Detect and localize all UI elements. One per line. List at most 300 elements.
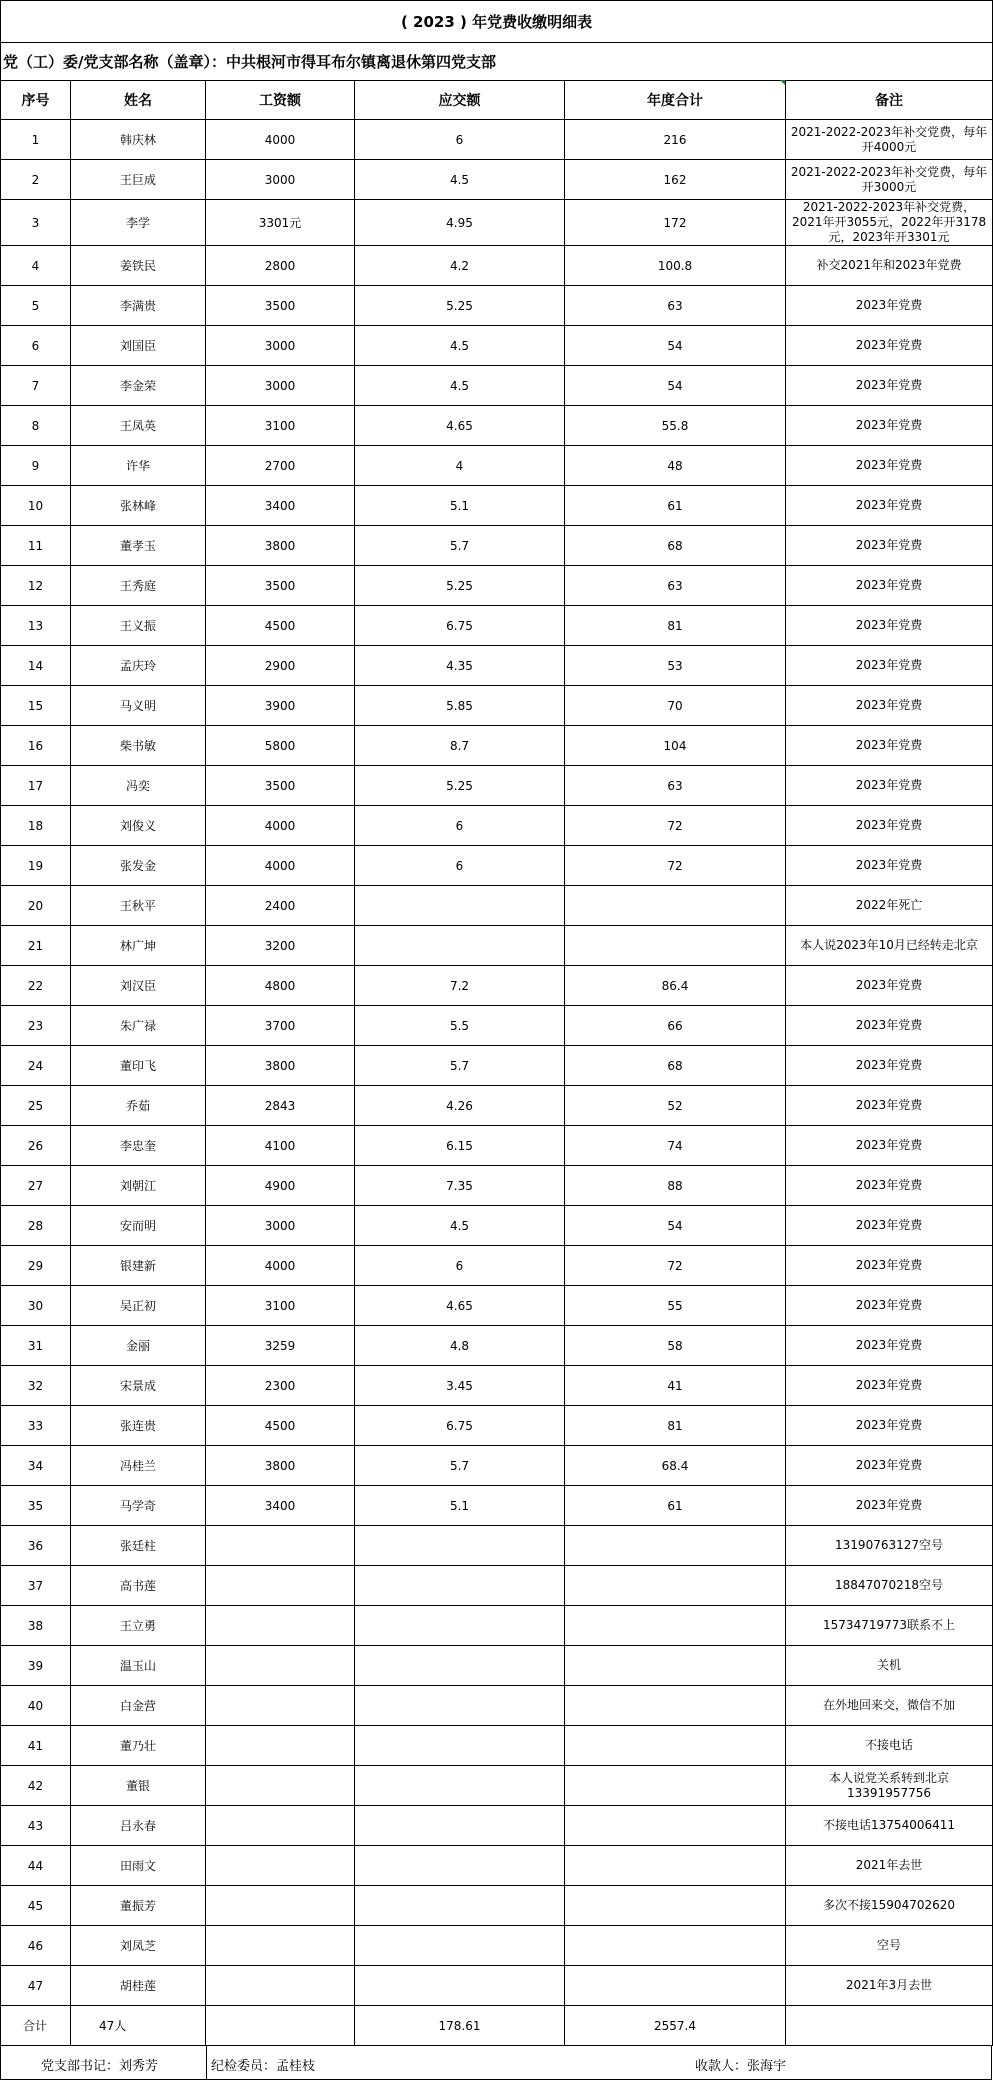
col-header-note: 备注 [786,81,993,120]
cell-note: 2023年党费 [786,846,993,886]
col-header-name: 姓名 [71,81,206,120]
cell-salary: 3000 [206,1206,355,1246]
cell-salary [206,1766,355,1806]
cell-annual: 72 [565,846,786,886]
cell-note: 2023年党费 [786,526,993,566]
cell-note: 2023年党费 [786,566,993,606]
cell-note: 2023年党费 [786,1406,993,1446]
cell-annual: 58 [565,1326,786,1366]
cell-no: 36 [1,1526,71,1566]
cell-salary: 4000 [206,1246,355,1286]
cell-due: 5.7 [355,526,565,566]
table-row [1,1286,993,1326]
signature-row [0,2046,992,2080]
table-row [1,526,993,566]
cell-note: 2023年党费 [786,1486,993,1526]
cell-due: 4.65 [355,406,565,446]
cell-annual: 81 [565,606,786,646]
cell-due: 4 [355,446,565,486]
cell-salary: 4000 [206,846,355,886]
cell-note: 2023年党费 [786,1086,993,1126]
cell-note: 2023年党费 [786,446,993,486]
cell-due: 6.75 [355,1406,565,1446]
cell-note: 2023年党费 [786,366,993,406]
cell-due: 5.1 [355,1486,565,1526]
cell-annual: 54 [565,1206,786,1246]
cell-salary [206,1566,355,1606]
cell-due [355,1526,565,1566]
cell-no: 44 [1,1846,71,1886]
total-due: 178.61 [355,2006,565,2046]
table-row [1,606,993,646]
table-row [1,1686,993,1726]
cell-due [355,1806,565,1846]
cell-salary: 2700 [206,446,355,486]
cell-note: 2023年党费 [786,486,993,526]
cell-no: 43 [1,1806,71,1846]
cell-annual: 74 [565,1126,786,1166]
cell-no: 37 [1,1566,71,1606]
secretary-signature: 党支部书记：刘秀芳 [41,2059,159,2074]
cell-name: 张发金 [71,846,206,886]
cell-salary: 2800 [206,246,355,286]
cell-salary: 3000 [206,366,355,406]
total-label: 合计 [1,2006,71,2046]
cell-name: 高书莲 [71,1566,206,1606]
table-row [1,246,993,286]
cell-salary: 3800 [206,526,355,566]
cell-no: 31 [1,1326,71,1366]
cell-due: 5.85 [355,686,565,726]
table-row [1,1166,993,1206]
cell-note: 2023年党费 [786,1126,993,1166]
table-row [1,1606,993,1646]
table-row [1,1846,993,1886]
cell-annual: 66 [565,1006,786,1046]
cell-annual: 68.4 [565,1446,786,1486]
cell-no: 27 [1,1166,71,1206]
cell-annual: 72 [565,806,786,846]
cell-name: 董银 [71,1766,206,1806]
cell-annual: 55 [565,1286,786,1326]
table-row [1,1566,993,1606]
cell-due [355,926,565,966]
table-row [1,966,993,1006]
cell-note: 2021年3月去世 [786,1966,993,2006]
cell-due: 5.25 [355,286,565,326]
cell-due [355,1926,565,1966]
cell-name: 董印飞 [71,1046,206,1086]
cell-annual: 63 [565,566,786,606]
header-row [1,81,993,120]
cell-annual: 88 [565,1166,786,1206]
cell-due [355,1726,565,1766]
cell-salary: 4100 [206,1126,355,1166]
table-row [1,1086,993,1126]
cell-note: 空号 [786,1926,993,1966]
cell-salary: 3500 [206,286,355,326]
cell-note: 2023年党费 [786,686,993,726]
cell-no: 21 [1,926,71,966]
cell-no: 22 [1,966,71,1006]
cell-annual: 63 [565,766,786,806]
cell-due: 4.35 [355,646,565,686]
total-row [1,2006,993,2046]
cell-annual: 216 [565,120,786,160]
cell-salary [206,1806,355,1846]
cell-salary: 4000 [206,120,355,160]
cell-name: 刘俊义 [71,806,206,846]
cell-salary: 3100 [206,406,355,446]
cell-note: 2021-2022-2023年补交党费，每年开3000元 [786,160,993,200]
cell-no: 34 [1,1446,71,1486]
table-row [1,1486,993,1526]
cell-note: 2023年党费 [786,1326,993,1366]
cell-annual: 54 [565,366,786,406]
cell-annual: 172 [565,200,786,246]
table-row [1,120,993,160]
cell-name: 许华 [71,446,206,486]
cell-annual: 54 [565,326,786,366]
cell-salary: 3500 [206,566,355,606]
cell-annual [565,1726,786,1766]
table-row [1,766,993,806]
cell-due: 5.25 [355,766,565,806]
cell-salary: 2900 [206,646,355,686]
table-row [1,846,993,886]
table-row [1,566,993,606]
table-row [1,1046,993,1086]
table-row [1,1406,993,1446]
cell-note: 2021年去世 [786,1846,993,1886]
table-row [1,1886,993,1926]
cell-name: 董振芳 [71,1886,206,1926]
cell-salary [206,1606,355,1646]
cell-no: 29 [1,1246,71,1286]
cell-note: 2021-2022-2023年补交党费，每年开4000元 [786,120,993,160]
cell-name: 李忠奎 [71,1126,206,1166]
table-row [1,726,993,766]
cell-salary [206,1726,355,1766]
cell-due: 6 [355,120,565,160]
cell-no: 32 [1,1366,71,1406]
cell-annual [565,1886,786,1926]
table-row [1,486,993,526]
cell-annual [565,1966,786,2006]
cell-name: 王秋平 [71,886,206,926]
cell-name: 乔茹 [71,1086,206,1126]
cell-salary: 3301元 [206,200,355,246]
cell-no: 23 [1,1006,71,1046]
cell-due [355,1686,565,1726]
cell-name: 马学奇 [71,1486,206,1526]
table-row [1,1966,993,2006]
cell-no: 8 [1,406,71,446]
cell-name: 安而明 [71,1206,206,1246]
cell-annual: 68 [565,526,786,566]
cell-due: 5.1 [355,486,565,526]
sheet-title: ( 2023 ) 年党费收缴明细表 [1,1,993,43]
cell-due: 6 [355,846,565,886]
cell-no: 28 [1,1206,71,1246]
cell-name: 林广坤 [71,926,206,966]
cell-name: 王巨成 [71,160,206,200]
cell-due: 7.2 [355,966,565,1006]
cell-due: 4.5 [355,1206,565,1246]
cell-due: 5.7 [355,1446,565,1486]
cell-annual: 53 [565,646,786,686]
cell-salary: 3400 [206,486,355,526]
cell-note: 13190763127空号 [786,1526,993,1566]
cell-salary: 4000 [206,806,355,846]
cell-no: 6 [1,326,71,366]
cell-annual [565,1566,786,1606]
cell-due: 6.75 [355,606,565,646]
cell-note: 15734719773联系不上 [786,1606,993,1646]
cell-no: 9 [1,446,71,486]
cell-due [355,1966,565,2006]
cell-due: 4.65 [355,1286,565,1326]
cell-due [355,1766,565,1806]
cell-no: 33 [1,1406,71,1446]
table-row [1,1206,993,1246]
cell-salary: 4800 [206,966,355,1006]
cell-due: 4.5 [355,366,565,406]
cell-note: 2023年党费 [786,1286,993,1326]
cell-annual: 61 [565,1486,786,1526]
cell-annual [565,1606,786,1646]
cell-due: 5.7 [355,1046,565,1086]
cell-annual [565,1646,786,1686]
cell-no: 4 [1,246,71,286]
cell-no: 16 [1,726,71,766]
cell-salary: 4900 [206,1166,355,1206]
cell-name: 姜铁民 [71,246,206,286]
cell-note: 2023年党费 [786,646,993,686]
organization-line: 党（工）委/党支部名称（盖章）：中共根河市得耳布尔镇离退休第四党支部 [1,43,993,81]
cell-salary [206,1686,355,1726]
cell-no: 3 [1,200,71,246]
cell-no: 35 [1,1486,71,1526]
table-row [1,200,993,246]
table-row [1,446,993,486]
cell-name: 冯桂兰 [71,1446,206,1486]
cell-no: 47 [1,1966,71,2006]
cell-no: 18 [1,806,71,846]
table-row [1,1126,993,1166]
cell-due: 4.2 [355,246,565,286]
cell-annual: 81 [565,1406,786,1446]
table-row [1,1446,993,1486]
cell-no: 30 [1,1286,71,1326]
receiver-signature: 收款人：张海宇 [695,2059,787,2074]
cell-salary: 3259 [206,1326,355,1366]
cell-due: 5.25 [355,566,565,606]
cell-name: 马义明 [71,686,206,726]
cell-no: 7 [1,366,71,406]
cell-due: 4.5 [355,160,565,200]
cell-name: 王义振 [71,606,206,646]
table-row [1,886,993,926]
cell-annual: 61 [565,486,786,526]
cell-name: 田雨文 [71,1846,206,1886]
cell-name: 李学 [71,200,206,246]
cell-name: 刘朝江 [71,1166,206,1206]
cell-salary: 3000 [206,326,355,366]
table-row [1,1726,993,1766]
cell-name: 董乃壮 [71,1726,206,1766]
cell-no: 11 [1,526,71,566]
cell-salary: 2300 [206,1366,355,1406]
table-row [1,686,993,726]
discipline-signature: 纪检委员：孟桂枝 [211,2059,316,2074]
cell-annual: 162 [565,160,786,200]
cell-note: 关机 [786,1646,993,1686]
cell-name: 李金荣 [71,366,206,406]
cell-name: 韩庆林 [71,120,206,160]
cell-annual: 68 [565,1046,786,1086]
col-header-due: 应交额 [355,81,565,120]
cell-note: 2023年党费 [786,406,993,446]
cell-note: 2023年党费 [786,326,993,366]
cell-name: 宋景成 [71,1366,206,1406]
cell-annual: 72 [565,1246,786,1286]
cell-no: 1 [1,120,71,160]
cell-note: 不接电话 [786,1726,993,1766]
cell-name: 金丽 [71,1326,206,1366]
table-row [1,1646,993,1686]
cell-note: 不接电话13754006411 [786,1806,993,1846]
table-row [1,806,993,846]
cell-salary: 4500 [206,606,355,646]
cell-note: 2023年党费 [786,766,993,806]
cell-due: 3.45 [355,1366,565,1406]
cell-name: 刘国臣 [71,326,206,366]
cell-annual: 48 [565,446,786,486]
cell-note: 补交2021年和2023年党费 [786,246,993,286]
cell-name: 朱广禄 [71,1006,206,1046]
cell-note: 2022年死亡 [786,886,993,926]
cell-no: 19 [1,846,71,886]
cell-no: 17 [1,766,71,806]
cell-note: 2023年党费 [786,726,993,766]
cell-note: 2023年党费 [786,806,993,846]
table-row [1,1766,993,1806]
total-salary-cell [206,2006,355,2046]
col-header-no: 序号 [1,81,71,120]
cell-note: 2023年党费 [786,286,993,326]
cell-note: 2021-2022-2023年补交党费，2021年开3055元，2022年开3178元，2023年开3301元 [786,200,993,246]
cell-no: 12 [1,566,71,606]
cell-due: 6.15 [355,1126,565,1166]
cell-no: 24 [1,1046,71,1086]
cell-salary: 2400 [206,886,355,926]
table-row [1,1326,993,1366]
cell-salary: 3800 [206,1046,355,1086]
cell-no: 39 [1,1646,71,1686]
cell-annual [565,1766,786,1806]
cell-note: 2023年党费 [786,1206,993,1246]
cell-due: 4.95 [355,200,565,246]
cell-due [355,1646,565,1686]
cell-note: 2023年党费 [786,1006,993,1046]
cell-salary: 3400 [206,1486,355,1526]
cell-name: 李满贵 [71,286,206,326]
cell-salary: 3800 [206,1446,355,1486]
cell-name: 胡桂莲 [71,1966,206,2006]
col-header-salary: 工资额 [206,81,355,120]
cell-name: 张连贵 [71,1406,206,1446]
table-row [1,326,993,366]
cell-salary: 4500 [206,1406,355,1446]
cell-no: 5 [1,286,71,326]
cell-name: 白金营 [71,1686,206,1726]
cell-note: 本人说党关系转到北京13391957756 [786,1766,993,1806]
cell-no: 41 [1,1726,71,1766]
cell-note: 2023年党费 [786,1166,993,1206]
total-annual: 2557.4 [565,2006,786,2046]
table-row [1,1926,993,1966]
cell-annual [565,1686,786,1726]
cell-name: 银建新 [71,1246,206,1286]
cell-due: 7.35 [355,1166,565,1206]
cell-note: 在外地回来交，微信不加 [786,1686,993,1726]
cell-due [355,886,565,926]
cell-annual [565,926,786,966]
cell-annual: 52 [565,1086,786,1126]
cell-salary [206,1526,355,1566]
total-note-cell [786,2006,993,2046]
table-row [1,1526,993,1566]
cell-annual: 104 [565,726,786,766]
cell-name: 孟庆玲 [71,646,206,686]
cell-name: 柴书敏 [71,726,206,766]
cell-annual [565,886,786,926]
cell-due: 5.5 [355,1006,565,1046]
table-row [1,1806,993,1846]
cell-salary: 5800 [206,726,355,766]
table-row [1,926,993,966]
cell-annual: 41 [565,1366,786,1406]
cell-salary: 3700 [206,1006,355,1046]
cell-note: 本人说2023年10月已经转走北京 [786,926,993,966]
signature-divider [206,2046,207,2079]
cell-due: 4.8 [355,1326,565,1366]
cell-name: 刘凤芝 [71,1926,206,1966]
cell-annual [565,1526,786,1566]
cell-no: 13 [1,606,71,646]
cell-salary [206,1886,355,1926]
cell-no: 38 [1,1606,71,1646]
cell-annual: 63 [565,286,786,326]
cell-due [355,1606,565,1646]
table-row [1,1366,993,1406]
cell-salary: 2843 [206,1086,355,1126]
cell-note: 2023年党费 [786,1046,993,1086]
cell-due: 8.7 [355,726,565,766]
cell-note: 多次不接15904702620 [786,1886,993,1926]
table-row [1,406,993,446]
cell-salary: 3200 [206,926,355,966]
cell-due: 6 [355,806,565,846]
cell-due: 6 [355,1246,565,1286]
cell-no: 10 [1,486,71,526]
cell-note: 18847070218空号 [786,1566,993,1606]
table-row [1,366,993,406]
cell-no: 26 [1,1126,71,1166]
cell-annual [565,1846,786,1886]
col-header-annual: 年度合计 [565,81,786,120]
